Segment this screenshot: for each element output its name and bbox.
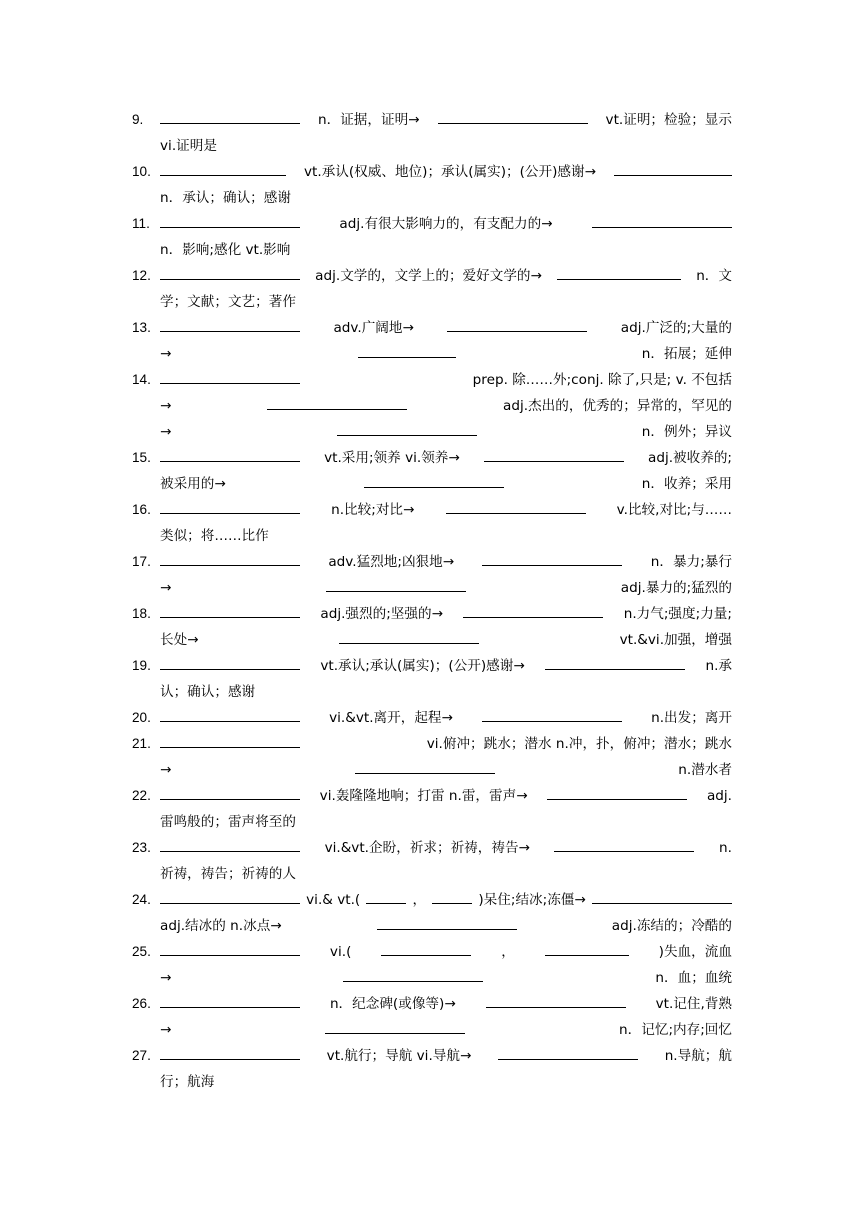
definition-text: vi.证明是 <box>160 138 217 154</box>
answer-blank[interactable] <box>337 420 477 436</box>
item-line <box>132 159 732 185</box>
answer-blank[interactable] <box>545 654 685 670</box>
item-line <box>132 861 732 887</box>
item-number: 20. <box>132 710 151 725</box>
answer-blank[interactable] <box>438 108 588 124</box>
item-line <box>132 601 732 627</box>
item-number: 15. <box>132 450 151 465</box>
item-number: 25. <box>132 944 151 959</box>
item-line <box>132 211 732 237</box>
answer-blank[interactable] <box>160 940 300 956</box>
vocab-item <box>132 549 732 601</box>
definition-text: adj.杰出的，优秀的；异常的，罕见的 <box>503 398 732 414</box>
definition-text: vi.轰隆隆地响；打雷 n.雷，雷声→ <box>319 788 528 804</box>
answer-blank[interactable] <box>160 550 300 566</box>
answer-blank[interactable] <box>592 212 732 228</box>
item-line <box>132 393 732 419</box>
definition-text: n．拓展；延伸 <box>641 346 732 362</box>
definition-text: → <box>160 346 172 362</box>
definition-text: n．例外；异议 <box>641 424 732 440</box>
item-line <box>132 419 732 445</box>
vocab-item <box>132 1043 732 1095</box>
answer-blank[interactable] <box>545 940 629 956</box>
item-number: 17. <box>132 554 151 569</box>
item-line <box>132 809 732 835</box>
item-line <box>132 835 732 861</box>
answer-blank[interactable] <box>554 836 694 852</box>
vocab-item <box>132 445 732 497</box>
item-line <box>132 991 732 1017</box>
item-line <box>132 731 732 757</box>
definition-text: → <box>160 970 172 986</box>
answer-blank[interactable] <box>358 342 456 358</box>
item-number: 13. <box>132 320 151 335</box>
definition-text: n. <box>719 840 732 856</box>
definition-text: vt.承认;承认(属实)；(公开)感谢→ <box>320 658 525 674</box>
item-line <box>132 107 732 133</box>
definition-text: 长处→ <box>160 632 199 648</box>
answer-blank[interactable] <box>366 888 406 904</box>
vocab-item <box>132 705 732 731</box>
item-number: 16. <box>132 502 151 517</box>
answer-blank[interactable] <box>482 550 622 566</box>
definition-text: n．文 <box>696 268 732 284</box>
definition-text: n.承 <box>705 658 732 674</box>
answer-blank[interactable] <box>547 784 687 800</box>
item-line <box>132 887 732 913</box>
answer-blank[interactable] <box>160 160 286 176</box>
definition-text: n．证据，证明→ <box>317 112 420 128</box>
vocab-item <box>132 497 732 549</box>
definition-text: 被采用的→ <box>160 476 226 492</box>
definition-text: → <box>160 398 172 414</box>
item-line <box>132 237 732 263</box>
definition-text: n.导航；航 <box>664 1048 732 1064</box>
vocab-item <box>132 991 732 1043</box>
answer-blank[interactable] <box>381 940 471 956</box>
definition-text: adj.有很大影响力的，有支配力的→ <box>339 216 553 232</box>
answer-blank[interactable] <box>377 914 517 930</box>
definition-text: v.比较,对比;与…… <box>616 502 732 518</box>
definition-text: vi.( <box>329 944 352 960</box>
answer-blank[interactable] <box>557 264 681 280</box>
vocab-item <box>132 107 732 159</box>
definition-text: n．纪念碑(或像等)→ <box>329 996 456 1012</box>
item-line <box>132 523 732 549</box>
item-number: 26. <box>132 996 151 1011</box>
item-line <box>132 965 732 991</box>
item-line <box>132 1043 732 1069</box>
item-line <box>132 575 732 601</box>
definition-text: adv.广阔地→ <box>333 320 414 336</box>
item-line <box>132 367 732 393</box>
definition-text: adj.暴力的;猛烈的 <box>620 580 732 596</box>
definition-text: 行；航海 <box>160 1074 215 1090</box>
vocab-item <box>132 315 732 367</box>
definition-text: vi.俯冲；跳水；潜水 n.冲，扑，俯冲；潜水；跳水 <box>426 736 732 752</box>
answer-blank[interactable] <box>160 498 300 514</box>
definition-text: ， <box>412 892 427 908</box>
item-line <box>132 939 732 965</box>
definition-text: 雷鸣般的；雷声将至的 <box>160 814 296 830</box>
item-line <box>132 913 732 939</box>
definition-text: vt.采用;领养 vi.领养→ <box>324 450 460 466</box>
definition-text: vt.承认(权威、地位)；承认(属实)；(公开)感谢→ <box>304 164 596 180</box>
item-line <box>132 289 732 315</box>
definition-text: → <box>160 580 172 596</box>
vocab-item <box>132 939 732 991</box>
item-number: 22. <box>132 788 151 803</box>
answer-blank[interactable] <box>160 212 300 228</box>
definition-text: n．暴力;暴行 <box>650 554 732 570</box>
definition-text: 类似；将……比作 <box>160 528 269 544</box>
answer-blank[interactable] <box>482 706 622 722</box>
definition-text: n．影响;感化 vt.影响 <box>160 242 291 258</box>
item-line <box>132 757 732 783</box>
item-number: 27. <box>132 1048 151 1063</box>
answer-blank[interactable] <box>592 888 732 904</box>
item-number: 14. <box>132 372 151 387</box>
definition-text: adj.被收养的; <box>647 450 732 466</box>
answer-blank[interactable] <box>339 628 479 644</box>
vocab-item <box>132 159 732 211</box>
item-number: 10. <box>132 164 151 179</box>
answer-blank[interactable] <box>160 732 300 748</box>
answer-blank[interactable] <box>446 498 586 514</box>
item-number: 11. <box>132 216 150 231</box>
answer-blank[interactable] <box>355 758 495 774</box>
item-line <box>132 133 732 159</box>
vocab-item <box>132 653 732 705</box>
answer-blank[interactable] <box>484 446 624 462</box>
vocab-item <box>132 783 732 835</box>
definition-text: → <box>160 424 172 440</box>
answer-blank[interactable] <box>160 1044 300 1060</box>
item-line <box>132 627 732 653</box>
answer-blank[interactable] <box>432 888 472 904</box>
answer-blank[interactable] <box>160 888 300 904</box>
definition-text: adj.文学的，文学上的；爱好文学的→ <box>315 268 542 284</box>
answer-blank[interactable] <box>343 966 483 982</box>
vocab-item <box>132 887 732 939</box>
definition-text: n．收养；采用 <box>641 476 732 492</box>
definition-text: n．承认；确认；感谢 <box>160 190 291 206</box>
definition-text: n．记忆;内存;回忆 <box>619 1022 732 1038</box>
item-line <box>132 549 732 575</box>
answer-blank[interactable] <box>160 602 300 618</box>
answer-blank[interactable] <box>614 160 732 176</box>
item-number: 23. <box>132 840 151 855</box>
item-line <box>132 783 732 809</box>
item-number: 12. <box>132 268 151 283</box>
definition-text: 认；确认；感谢 <box>160 684 256 700</box>
definition-text: adj. <box>706 788 732 804</box>
vocab-item <box>132 835 732 887</box>
definition-text: → <box>160 762 172 778</box>
vocab-item <box>132 601 732 653</box>
answer-blank[interactable] <box>160 654 300 670</box>
definition-text: )呆住;结冰;冻僵→ <box>478 892 586 908</box>
item-number: 9. <box>132 112 144 127</box>
answer-blank[interactable] <box>364 472 504 488</box>
item-line <box>132 705 732 731</box>
item-line <box>132 653 732 679</box>
answer-blank[interactable] <box>160 108 300 124</box>
answer-blank[interactable] <box>463 602 603 618</box>
item-line <box>132 341 732 367</box>
definition-text: adj.强烈的;坚强的→ <box>320 606 443 622</box>
answer-blank[interactable] <box>267 394 407 410</box>
definition-text: adj.结冰的 n.冰点→ <box>160 918 282 934</box>
definition-text: → <box>160 1022 172 1038</box>
definition-text: prep. 除……外;conj. 除了,只是; v. 不包括 <box>472 372 732 388</box>
definition-text: vi.&vt.企盼，祈求；祈祷，祷告→ <box>324 840 530 856</box>
item-line <box>132 1069 732 1095</box>
answer-blank[interactable] <box>326 576 466 592</box>
answer-blank[interactable] <box>498 1044 638 1060</box>
item-number: 19. <box>132 658 151 673</box>
answer-blank[interactable] <box>160 836 300 852</box>
definition-text: adv.猛烈地;凶狠地→ <box>328 554 455 570</box>
definition-text: vt.证明；检验；显示 <box>605 112 732 128</box>
answer-blank[interactable] <box>160 368 300 384</box>
definition-text: n.出发；离开 <box>651 710 732 726</box>
definition-text: n.力气;强度;力量; <box>623 606 732 622</box>
definition-text: )失血，流血 <box>658 944 732 960</box>
answer-blank[interactable] <box>486 992 626 1008</box>
answer-blank[interactable] <box>325 1018 465 1034</box>
answer-blank[interactable] <box>160 992 300 1008</box>
item-line <box>132 263 732 289</box>
vocab-item <box>132 263 732 315</box>
answer-blank[interactable] <box>160 784 300 800</box>
definition-text: n.潜水者 <box>678 762 732 778</box>
definition-text: 学；文献；文艺；著作 <box>160 294 296 310</box>
answer-blank[interactable] <box>160 316 300 332</box>
item-line <box>132 445 732 471</box>
definition-text: vt.航行；导航 vi.导航→ <box>326 1048 472 1064</box>
definition-text: vt.记住,背熟 <box>655 996 732 1012</box>
item-number: 18. <box>132 606 151 621</box>
definition-text: 祈祷，祷告；祈祷的人 <box>160 866 296 882</box>
vocab-item <box>132 367 732 445</box>
definition-text: vi.&vt.离开，起程→ <box>329 710 453 726</box>
definition-text: adj.冻结的；冷酷的 <box>611 918 732 934</box>
item-number: 21. <box>132 736 151 751</box>
definition-text: adj.广泛的;大量的 <box>620 320 732 336</box>
definition-text: vt.&vi.加强，增强 <box>619 632 732 648</box>
item-line <box>132 315 732 341</box>
vocab-item <box>132 211 732 263</box>
item-line <box>132 679 732 705</box>
vocab-item <box>132 731 732 783</box>
item-line <box>132 471 732 497</box>
answer-blank[interactable] <box>160 446 300 462</box>
answer-blank[interactable] <box>447 316 587 332</box>
definition-text: n．血；血统 <box>655 970 732 986</box>
definition-text: vi.& vt.( <box>306 892 361 908</box>
answer-blank[interactable] <box>160 706 300 722</box>
item-line <box>132 185 732 211</box>
item-line <box>132 1017 732 1043</box>
item-number: 24. <box>132 892 151 907</box>
item-line <box>132 497 732 523</box>
definition-text: n.比较;对比→ <box>331 502 415 518</box>
definition-text: ， <box>501 944 515 960</box>
answer-blank[interactable] <box>160 264 300 280</box>
